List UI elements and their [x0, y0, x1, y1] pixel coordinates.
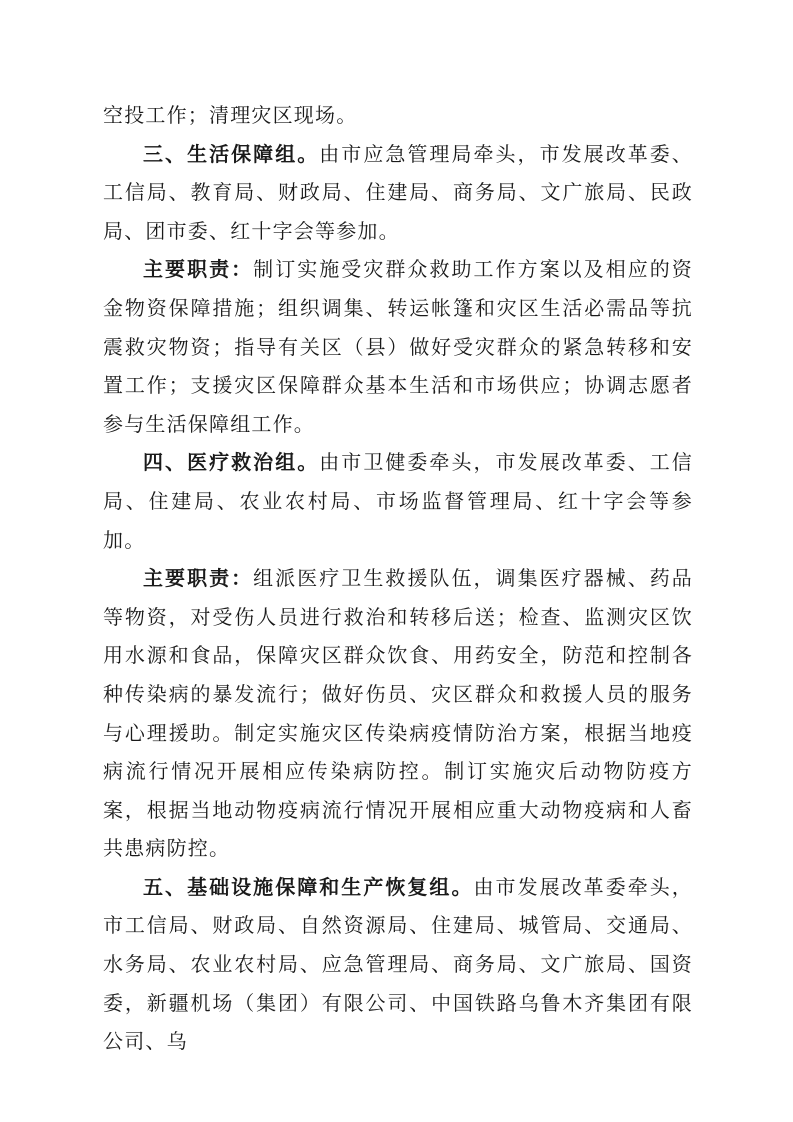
paragraph-text: 由市发展改革委牵头，市工信局、财政局、自然资源局、住建局、城管局、交通局、水务局、农业农村局、应急管理局、商务局、文广旅局、国资委，新疆机场（集团）有限公司、中国铁路乌鲁木齐集团有限公司、乌	[103, 874, 693, 1054]
section-heading: 三、生活保障组。	[143, 141, 320, 166]
paragraph-text: 由市卫健委牵头，市发展改革委、工信局、住建局、农业农村局、市场监督管理局、红十字会等参加。	[103, 450, 693, 552]
duties-label: 主要职责：	[143, 257, 254, 282]
section-3-heading-paragraph	[103, 135, 693, 251]
paragraph-text: 组派医疗卫生救援队伍，调集医疗器械、药品等物资，对受伤人员进行救治和转移后送；检查、监测灾区饮用水源和食品，保障灾区群众饮食、用药安全，防范和控制各种传染病的暴发流行；做好伤员、灾区群众和救援人员的服务与心理援助。制定实施灾区传染病疫情防治方案，根据当地疫病流行情况开展相应传染病防控。制订实施灾后动物防疫方案，根据当地动物疫病流行情况开展相应重大动物疫病和人畜共患病防控。	[103, 566, 694, 861]
paragraph-continuation	[103, 96, 693, 135]
paragraph-text: 由市应急管理局牵头，市发展改革委、工信局、教育局、财政局、住建局、商务局、文广旅局、民政局、团市委、红十字会等参加。	[103, 141, 693, 243]
section-heading: 四、医疗救治组。	[143, 450, 320, 475]
section-4-heading-paragraph	[103, 443, 693, 559]
section-heading: 五、基础设施保障和生产恢复组。	[143, 874, 474, 899]
paragraph-text: 制订实施受灾群众救助工作方案以及相应的资金物资保障措施；组织调集、转运帐篷和灾区生活必需品等抗震救灾物资；指导有关区（县）做好受灾群众的紧急转移和安置工作；支援灾区保障群众基本生活和市场供应；协调志愿者参与生活保障组工作。	[103, 257, 694, 436]
section-3-duties-paragraph	[103, 250, 693, 443]
duties-label: 主要职责：	[143, 566, 254, 591]
section-4-duties-paragraph	[103, 559, 693, 868]
document-body	[103, 96, 693, 1061]
paragraph-text: 空投工作；清理灾区现场。	[103, 103, 358, 127]
section-5-heading-paragraph	[103, 868, 693, 1061]
